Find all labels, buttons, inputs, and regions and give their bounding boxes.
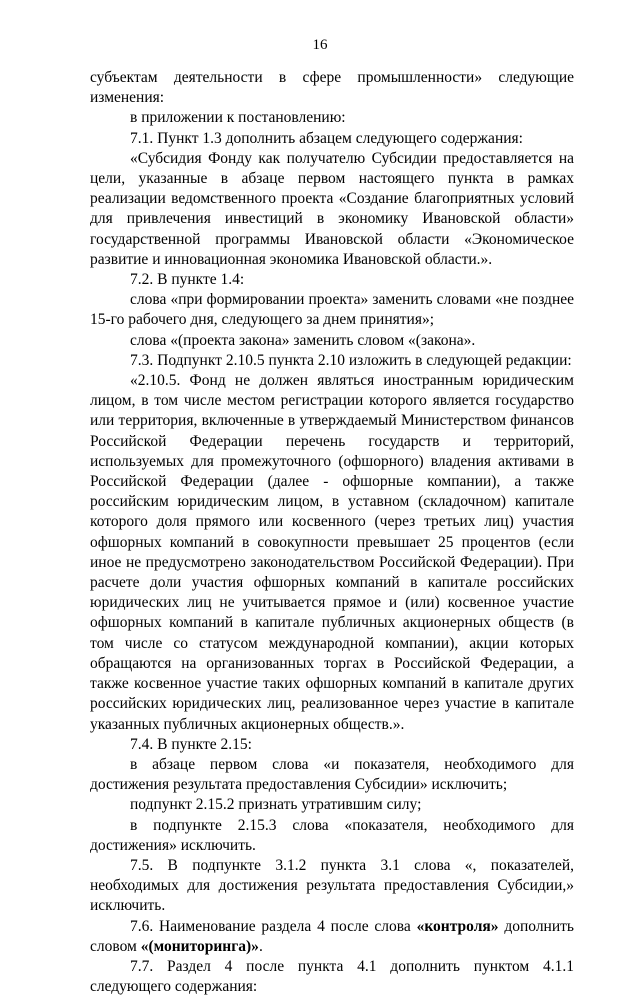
- paragraph-2-15-2: подпункт 2.15.2 признать утратившим силу;: [130, 796, 422, 814]
- paragraph-subsidy-text: «Субсидия Фонду как получателю Субсидии предоставляется на цели, указанные в абзаце первом настоящего пункта в рамках реализации ведомственного проекта «Создание благоприятных условий для привлечения инвестиций в экономику Ивановской области» государственной программы Ивановской области «Экономическое развитие и инновационная экономика Ивановской области.».: [90, 149, 574, 268]
- paragraph-7-2: 7.2. В пункте 1.4:: [130, 271, 245, 289]
- paragraph-words-replace-1: слова «при формировании проекта» заменить словами «не позднее 15-го рабочего дня, следующего за днем принятия»;: [90, 291, 574, 329]
- paragraph-2-15-3: в подпункте 2.15.3 слова «показателя, необходимого для достижения» исключить.: [90, 816, 574, 854]
- paragraph-words-replace-2: слова «(проекта закона» заменить словом «(закона».: [130, 331, 476, 349]
- paragraph-7-3: 7.3. Подпункт 2.10.5 пункта 2.10 изложить в следующей редакции:: [130, 351, 572, 369]
- paragraph-appendix: в приложении к постановлению:: [130, 109, 346, 127]
- paragraph-7-5: 7.5. В подпункте 3.1.2 пункта 3.1 слова «, показателей, необходимых для достижения результата предоставления Субсидии,» исключить.: [90, 856, 574, 915]
- paragraph-7-6-part-a: 7.6. Наименование раздела 4 после слова: [130, 917, 417, 935]
- paragraph-7-6-part-e: .: [258, 937, 263, 955]
- paragraph-intro-continuation: субъектам деятельности в сфере промышленности» следующие изменения:: [90, 69, 574, 107]
- paragraph-7-4: 7.4. В пункте 2.15:: [130, 735, 252, 753]
- page-number: 16: [312, 37, 328, 53]
- paragraph-7-1: 7.1. Пункт 1.3 дополнить абзацем следующего содержания:: [130, 129, 523, 147]
- document-body: [90, 68, 574, 997]
- paragraph-7-6-part-c: дополнить словом: [90, 917, 574, 955]
- paragraph-7-6-bold-control: «контроля»: [416, 917, 499, 935]
- paragraph-2-10-5: «2.10.5. Фонд не должен являться иностранным юридическим лицом, в том числе местом регистрации которого является государство или территория, включенные в утверждаемый Министерством финансов Российской Федерации перечень государств и территорий, используемых для промежуточного (офшорного) владения активами в Российской Федерации (далее - офшорные компании), а также российским юридическим лицом, в уставном (складочном) капитале которого доля прямого или косвенного (через третьих лиц) участия офшорных компаний в совокупности превышает 25 процентов (если иное не предусмотрено законодательством Российской Федерации). При расчете доли участия офшорных компаний в капитале российских юридических лиц не учитывается прямое и (или) косвенное участие офшорных компаний в капитале публичных акционерных обществ (в том числе со статусом международной компании), акции которых обращаются на организованных торгах в Российской Федерации, а также косвенное участие таких офшорных компаний в капитале других российских юридических лиц, реализованное через участие в капитале указанных публичных акционерных обществ.».: [90, 372, 574, 733]
- paragraph-7-6-bold-monitoring: «(мониторинга)»: [140, 937, 259, 955]
- paragraph-7-6: [90, 917, 574, 957]
- paragraph-first-abzac: в абзаце первом слова «и показателя, необходимого для достижения результата предоставления Субсидии» исключить;: [90, 755, 574, 794]
- paragraph-7-7: 7.7. Раздел 4 после пункта 4.1 дополнить пунктом 4.1.1 следующего содержания:: [90, 957, 574, 996]
